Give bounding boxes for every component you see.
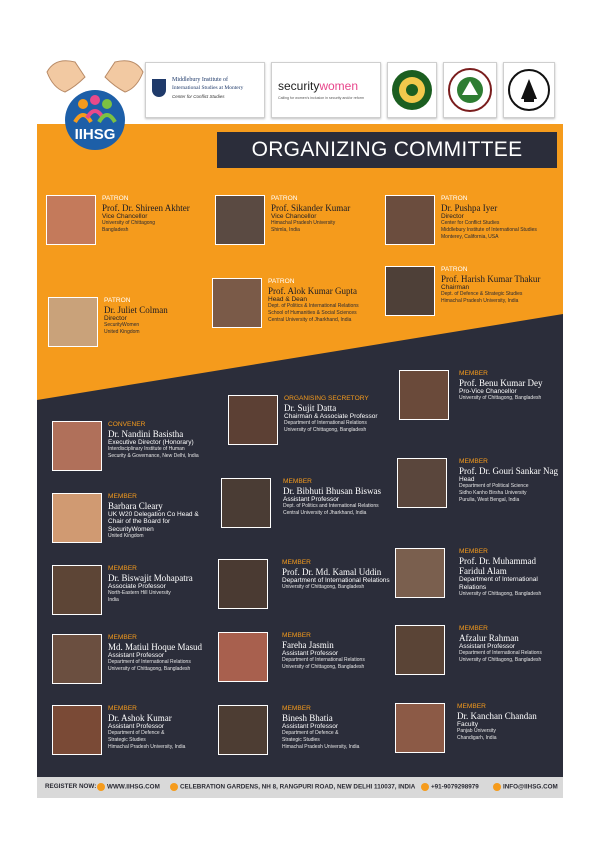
member-photo — [218, 632, 268, 682]
member-affiliation: Dept. of Defence & Strategic Studies — [441, 291, 523, 298]
university-seal-2-icon — [444, 63, 496, 117]
member-photo — [221, 478, 271, 528]
iihsg-logo — [45, 52, 145, 152]
member-photo — [218, 559, 268, 609]
member-affiliation: Himachal Pradesh University, India — [108, 743, 186, 750]
member-role: MEMBER — [459, 548, 488, 555]
member-name: Dr. Kanchan Chandan — [457, 710, 537, 721]
member-photo — [52, 565, 102, 615]
member-affiliation: Central University of Jharkhand, India — [268, 316, 352, 323]
university-seal-3 — [503, 62, 555, 118]
member-name: Prof. Alok Kumar Gupta — [268, 285, 357, 296]
member-photo — [399, 370, 449, 420]
member-position: Assistant Professor — [282, 649, 338, 657]
member-photo — [52, 421, 102, 471]
member-photo — [395, 625, 445, 675]
member-role: MEMBER — [457, 703, 486, 710]
member-affiliation: Himachal Pradesh University, India — [282, 743, 360, 750]
member-role: MEMBER — [459, 370, 488, 377]
middlebury-logo — [145, 62, 265, 118]
poster — [37, 52, 563, 798]
member-affiliation: Center for Conflict Studies — [441, 220, 500, 227]
member-name: Dr. Sujit Datta — [284, 402, 337, 413]
university-seal-3-icon — [504, 63, 554, 117]
member-role: MEMBER — [459, 458, 488, 465]
member-name: Prof. Benu Kumar Dey — [459, 377, 543, 388]
member-name: Dr. Biswajit Mohapatra — [108, 572, 193, 583]
member-name: Dr. Ashok Kumar — [108, 712, 172, 723]
middlebury-logo-line3: Center for Conflict Studies — [172, 94, 225, 99]
member-role: MEMBER — [108, 493, 137, 500]
member-role: PATRON — [441, 266, 468, 273]
member-name: Prof. Dr. Gouri Sankar Nag — [459, 465, 558, 476]
university-seal-1-icon — [388, 63, 436, 117]
member-role: MEMBER — [108, 634, 137, 641]
member-position: UK W20 Delegation Co Head & Chair of the Board for SecurityWomen — [108, 510, 199, 533]
website-link[interactable]: WWW.IIHSG.COM — [97, 783, 160, 791]
member-name: Prof. Dr. Md. Kamal Uddin — [282, 566, 382, 577]
member-name: Prof. Sikander Kumar — [271, 202, 351, 213]
member-role: PATRON — [104, 297, 131, 304]
member-name: Dr. Pushpa Iyer — [441, 202, 498, 213]
member-affiliation: Strategic Studies — [282, 737, 320, 744]
securitywomen-logo — [271, 62, 381, 118]
middlebury-logo-line2: International Studies at Montery — [172, 85, 244, 91]
member-affiliation: Department of Defence & — [108, 730, 165, 737]
member-photo — [46, 195, 96, 245]
member-photo — [385, 266, 435, 316]
member-affiliation: United Kingdom — [104, 329, 140, 336]
member-photo — [395, 703, 445, 753]
member-photo — [215, 195, 265, 245]
member-photo — [48, 297, 98, 347]
member-position: Assistant Professor — [459, 642, 515, 650]
member-affiliation: University of Chittagong, Bangladesh — [282, 584, 365, 591]
member-affiliation: Strategic Studies — [108, 737, 146, 744]
member-position: Assistant Professor — [282, 722, 338, 730]
member-position: Assistant Professor — [283, 495, 339, 503]
member-position: Director — [104, 314, 127, 322]
middlebury-logo-line1: Middlebury Institute of — [172, 77, 228, 83]
phone-icon — [421, 783, 429, 791]
member-role: MEMBER — [108, 565, 137, 572]
member-position: Chairman & Associate Professor — [284, 412, 378, 420]
member-affiliation: University of Chittagong, Bangladesh — [459, 395, 542, 402]
member-name: Prof. Dr. Shireen Akhter — [102, 202, 190, 213]
member-role: CONVENER — [108, 421, 146, 428]
member-affiliation: North-Eastern Hill University — [108, 590, 171, 597]
location-pin-icon — [170, 783, 178, 791]
member-affiliation: Chandigarh, India — [457, 735, 497, 742]
member-position: Head & Dean — [268, 295, 308, 303]
member-name: Prof. Dr. Muhammad Faridul Alam — [459, 555, 536, 576]
member-role: MEMBER — [108, 705, 137, 712]
member-affiliation: School of Humanities & Social Sciences — [268, 310, 357, 317]
member-position: Director — [441, 212, 464, 220]
address-text: CELEBRATION GARDENS, NH 8, RANGPURI ROAD, NEW DELHI 110037, INDIA — [170, 783, 415, 791]
member-photo — [395, 548, 445, 598]
member-affiliation: Security & Governance, New Delhi, India — [108, 453, 199, 460]
member-affiliation: Himachal Pradesh University, India — [441, 298, 519, 305]
member-affiliation: Monterey, California, USA — [441, 233, 499, 240]
member-affiliation: Shimla, India — [271, 227, 300, 234]
securitywomen-tagline: Calling for women's inclusion in security and/or reform — [278, 96, 364, 100]
member-position: Pro-Vice Chancellor — [459, 387, 517, 395]
member-position: Executive Director (Honorary) — [108, 438, 194, 446]
member-position: Vice Chancellor — [271, 212, 317, 220]
phone-link[interactable]: +91-9079298979 — [421, 783, 479, 791]
member-photo — [52, 705, 102, 755]
globe-icon — [97, 783, 105, 791]
member-position: Faculty — [457, 720, 478, 728]
member-affiliation: Panjab University — [457, 728, 496, 735]
member-affiliation: Department of Political Science — [459, 483, 529, 490]
member-photo — [385, 195, 435, 245]
member-affiliation: Department of International Relations — [108, 659, 191, 666]
member-role: PATRON — [441, 195, 468, 202]
member-affiliation: Middlebury Institute of International Studies — [441, 227, 537, 234]
email-link[interactable]: INFO@IIHSG.COM — [493, 783, 558, 791]
member-role: PATRON — [102, 195, 129, 202]
contact-footer — [37, 777, 563, 798]
member-name: Fareha Jasmin — [282, 639, 334, 650]
mail-icon — [493, 783, 501, 791]
member-affiliation: Interdisciplinary Institute of Human — [108, 446, 185, 453]
member-role: PATRON — [268, 278, 295, 285]
member-role: MEMBER — [282, 559, 311, 566]
member-affiliation: Bangladesh — [102, 227, 129, 234]
member-affiliation: Department of International Relations — [459, 650, 542, 657]
member-role: PATRON — [271, 195, 298, 202]
member-name: Md. Matiul Hoque Masud — [108, 641, 202, 652]
member-affiliation: University of Chittagong, Bangladesh — [108, 666, 191, 673]
member-role: MEMBER — [283, 478, 312, 485]
member-role: MEMBER — [282, 632, 311, 639]
member-position: Head — [459, 475, 475, 483]
member-affiliation: Department of International Relations — [282, 657, 365, 664]
member-affiliation: University of Chittagong, Bangladesh — [284, 427, 367, 434]
member-position: Associate Professor — [108, 582, 166, 590]
member-role: MEMBER — [282, 705, 311, 712]
member-affiliation: India — [108, 597, 119, 604]
member-affiliation: United Kingdom — [108, 533, 144, 540]
university-seal-1 — [387, 62, 437, 118]
member-role: MEMBER — [459, 625, 488, 632]
member-position: Assistant Professor — [108, 722, 164, 730]
member-affiliation: Department of Defence & — [282, 730, 339, 737]
member-photo — [52, 493, 102, 543]
middlebury-shield-icon — [152, 79, 166, 97]
member-affiliation: University of Chittagong, Bangladesh — [459, 657, 542, 664]
member-position: Chairman — [441, 283, 470, 291]
member-photo — [212, 278, 262, 328]
member-role: ORGANISING SECRETORY — [284, 395, 369, 402]
member-affiliation: Sidho Kanho Birsha University — [459, 490, 527, 497]
member-position: Assistant Professor — [108, 651, 164, 659]
page-title: ORGANIZING COMMITTEE — [217, 132, 557, 168]
member-photo — [218, 705, 268, 755]
member-affiliation: Central University of Jharkhand, India — [283, 510, 367, 517]
member-affiliation: University of Chittagong, Bangladesh — [282, 664, 365, 671]
member-name: Dr. Nandini Basistha — [108, 428, 184, 439]
member-name: Barbara Cleary — [108, 500, 163, 511]
member-name: Binesh Bhatia — [282, 712, 333, 723]
member-affiliation: Department of International Relations — [284, 420, 367, 427]
member-position: Vice Chancellor — [102, 212, 148, 220]
member-photo — [397, 458, 447, 508]
member-position: Department of International Relations — [459, 576, 538, 591]
member-affiliation: Purulia, West Bengal, India — [459, 496, 520, 503]
member-name: Prof. Harish Kumar Thakur — [441, 273, 541, 284]
university-seal-2 — [443, 62, 497, 118]
register-label: REGISTER NOW: — [45, 783, 97, 790]
member-affiliation: SecurityWomen — [104, 322, 140, 329]
member-name: Dr. Juliet Colman — [104, 304, 168, 315]
member-affiliation: University of Chittagong — [102, 220, 156, 227]
member-affiliation: Dept. of Politics and International Relations — [283, 503, 379, 510]
member-photo — [228, 395, 278, 445]
member-name: Afzalur Rahman — [459, 632, 519, 643]
member-affiliation: University of Chittagong, Bangladesh — [459, 591, 542, 598]
member-photo — [52, 634, 102, 684]
member-affiliation: Himachal Pradesh University — [271, 220, 336, 227]
member-name: Dr. Bibhuti Bhusan Biswas — [283, 485, 382, 496]
iihsg-brand-text: IIHSG — [74, 126, 116, 143]
securitywomen-name: securitywomen — [278, 79, 359, 93]
member-position: Department of International Relations — [282, 576, 390, 584]
member-affiliation: Dept. of Politics & International Relations — [268, 303, 359, 310]
